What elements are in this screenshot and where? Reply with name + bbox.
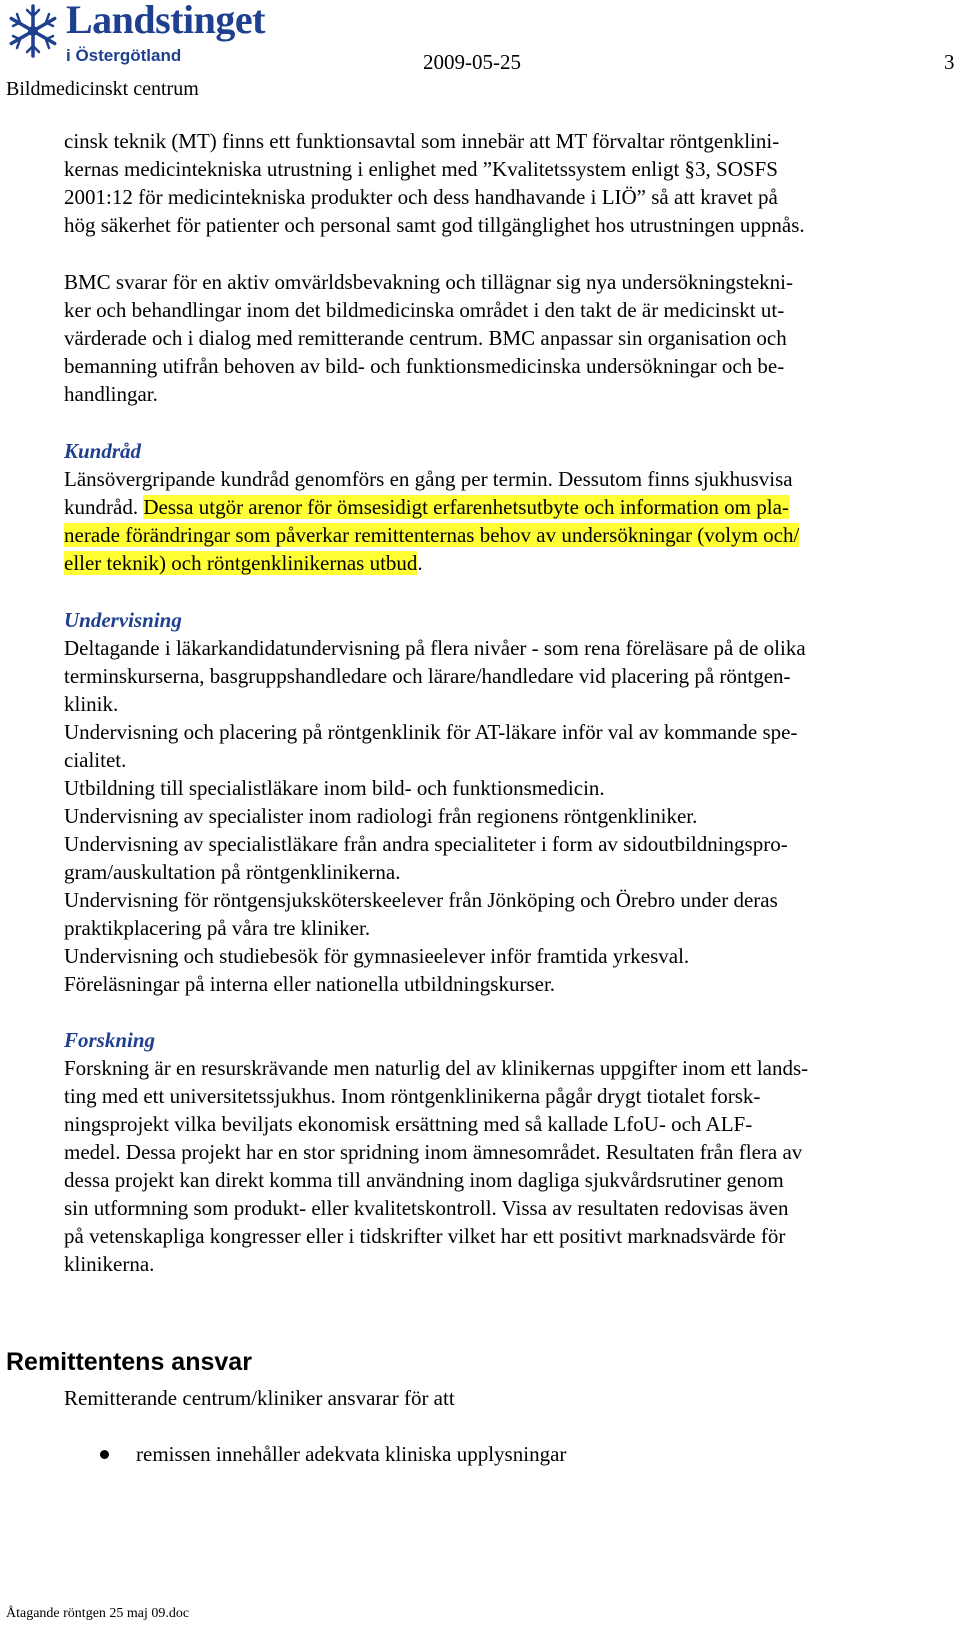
paragraph-line: cinsk teknik (MT) finns ett funktionsavtal som innebär att MT förvaltar röntgenklini- (64, 129, 780, 153)
section-heading: Remittentens ansvar (6, 1348, 252, 1376)
paragraph-line: ningsprojekt vilka beviljats ekonomisk ersättning med så kallade LfoU- och ALF- (64, 1112, 753, 1136)
forskning-heading: Forskning (64, 1028, 156, 1052)
paragraph-line: 2001:12 för medicintekniska produkter och dess handhavande i LIÖ” så att kravet på (64, 185, 778, 209)
paragraph-line (64, 521, 799, 550)
plain-text: . (417, 551, 423, 575)
paragraph-line: Forskning är en resurskrävande men naturlig del av klinikernas uppgifter inom ett lands- (64, 1056, 809, 1080)
landstinget-logo (4, 2, 304, 72)
paragraph-line: sin utformning som produkt- eller kvalitetskontroll. Vissa av resultaten redovisas även (64, 1196, 789, 1220)
highlighted-text: nerade förändringar som påverkar remittenternas behov av undersökningar (volym och/ (64, 523, 800, 547)
logo-subtitle: i Östergötland (66, 46, 182, 65)
paragraph-line: på vetenskapliga kongresser eller i tidskrifter vilket har ett positivt marknadsvärde för (64, 1224, 786, 1248)
bullet-icon (100, 1450, 109, 1459)
paragraph-line: Föreläsningar på interna eller nationella utbildningskurser. (64, 972, 556, 996)
paragraph-line: Remitterande centrum/kliniker ansvarar för att (64, 1386, 455, 1410)
paragraph-line: handlingar. (64, 382, 158, 406)
paragraph-line: Deltagande i läkarkandidatundervisning på flera nivåer - som rena föreläsare på de olika (64, 636, 806, 660)
paragraph-line: Undervisning av specialistläkare från andra specialiteter i form av sidoutbildningspro- (64, 832, 788, 856)
snowflake-emblem-icon (4, 2, 62, 60)
paragraph-line: cialitet. (64, 748, 127, 772)
header-page-number: 3 (944, 50, 955, 74)
paragraph-line: hög säkerhet för patienter och personal samt god tillgänglighet hos utrustningen uppnås. (64, 213, 805, 237)
paragraph-line: gram/auskultation på röntgenklinikerna. (64, 860, 401, 884)
paragraph-line: dessa projekt kan direkt komma till användning inom dagliga sjukvårdsrutiner genom (64, 1168, 784, 1192)
undervisning-heading: Undervisning (64, 608, 182, 632)
paragraph-line: värderade och i dialog med remitterande centrum. BMC anpassar sin organisation och (64, 326, 787, 350)
paragraph-line: Utbildning till specialistläkare inom bild- och funktionsmedicin. (64, 776, 605, 800)
paragraph-line (64, 549, 423, 578)
paragraph-line: klinik. (64, 692, 119, 716)
bullet-item: remissen innehåller adekvata kliniska upplysningar (136, 1442, 567, 1466)
paragraph-line: kernas medicintekniska utrustning i enlighet med ”Kvalitetssystem enligt §3, SOSFS (64, 157, 778, 181)
paragraph-line: Undervisning för röntgensjuksköterskeelever från Jönköping och Örebro under deras (64, 888, 778, 912)
paragraph-line: Undervisning och studiebesök för gymnasieelever inför framtida yrkesval. (64, 944, 690, 968)
header-department: Bildmedicinskt centrum (6, 78, 199, 100)
paragraph-line: medel. Dessa projekt har en stor spridning inom ämnesområdet. Resultaten från flera av (64, 1140, 803, 1164)
kundrad-heading: Kundråd (64, 439, 142, 463)
paragraph-line (64, 493, 789, 522)
footer-filename: Åtagande röntgen 25 maj 09.doc (6, 1606, 190, 1621)
plain-text: kundråd. (64, 495, 144, 519)
paragraph-line: BMC svarar för en aktiv omvärldsbevakning och tillägnar sig nya undersökningstekni- (64, 270, 794, 294)
highlighted-text: eller teknik) och röntgenklinikernas utbud (64, 551, 418, 575)
paragraph-line: Undervisning och placering på röntgenklinik för AT-läkare inför val av kommande spe- (64, 720, 798, 744)
paragraph-line: Undervisning av specialister inom radiologi från regionens röntgenkliniker. (64, 804, 698, 828)
paragraph-line: praktikplacering på våra tre kliniker. (64, 916, 371, 940)
paragraph-line: bemanning utifrån behoven av bild- och funktionsmedicinska undersökningar och be- (64, 354, 785, 378)
paragraph-line: klinikerna. (64, 1252, 155, 1276)
header-date: 2009-05-25 (423, 50, 521, 74)
paragraph-line: terminskurserna, basgruppshandledare och lärare/handledare vid placering på röntgen- (64, 664, 791, 688)
logo-wordmark: Landstinget (66, 0, 265, 42)
paragraph-line: ting med ett universitetssjukhus. Inom röntgenklinikerna pågår drygt tiotalet forsk- (64, 1084, 761, 1108)
paragraph-line: Länsövergripande kundråd genomförs en gång per termin. Dessutom finns sjukhusvisa (64, 467, 793, 491)
highlighted-text: Dessa utgör arenor för ömsesidigt erfarenhetsutbyte och information om pla- (143, 495, 789, 519)
paragraph-line: ker och behandlingar inom det bildmedicinska området i den takt de är medicinskt ut- (64, 298, 785, 322)
